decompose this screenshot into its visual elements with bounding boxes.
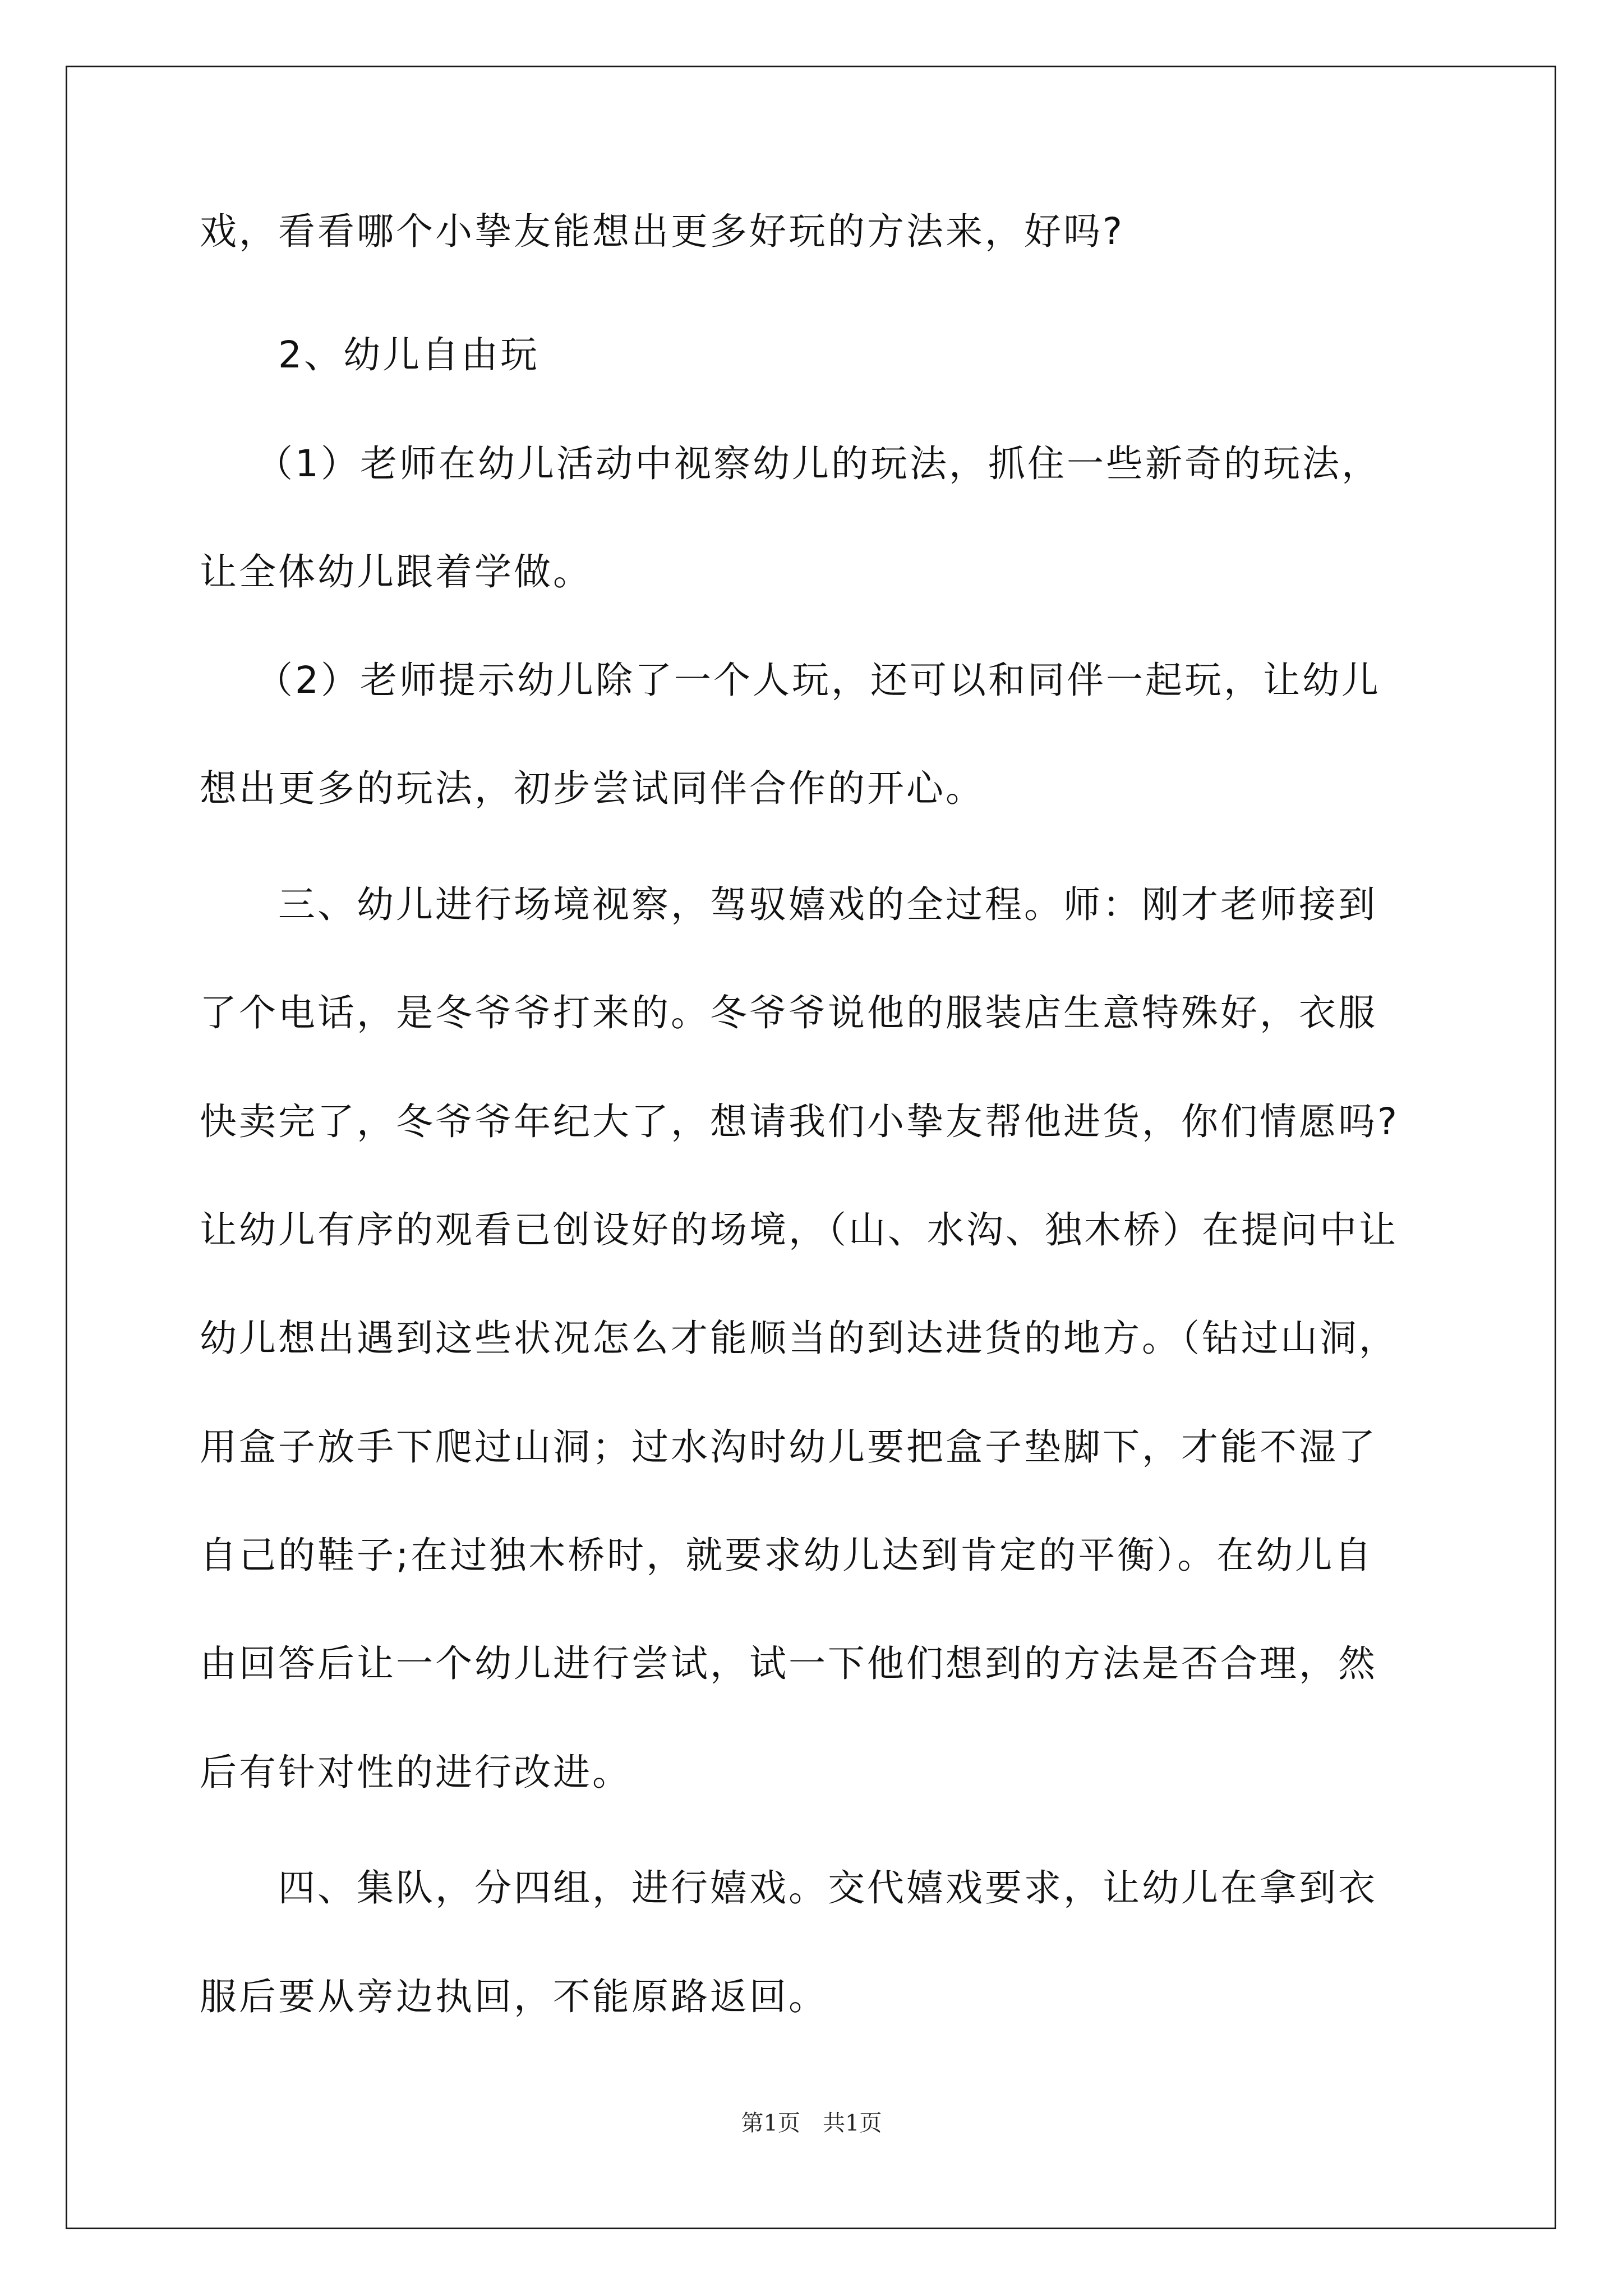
page-number-footer: 第1页 共1页: [741, 2110, 882, 2136]
text-line: 用盒子放手下爬过山洞；过水沟时幼儿要把盒子垫脚下，才能不湿了: [200, 1425, 1377, 1469]
text-line: 幼儿想出遇到这些状况怎么才能顺当的到达进货的地方。（钻过山洞，: [200, 1317, 1398, 1360]
text-line: 服后要从旁边执回，不能原路返回。: [200, 1975, 828, 2018]
text-line: 由回答后让一个幼儿进行尝试，试一下他们想到的方法是否合理，然: [200, 1642, 1377, 1685]
text-line: （2）老师提示幼儿除了一个人玩，还可以和同伴一起玩，让幼儿: [256, 659, 1381, 702]
text-line: （1）老师在幼儿活动中视察幼儿的玩法，抓住一些新奇的玩法，: [256, 442, 1381, 485]
text-line: 自己的鞋子;在过独木桥时，就要求幼儿达到肯定的平衡）。在幼儿自: [200, 1534, 1374, 1577]
text-line: 让幼儿有序的观看已创设好的场境，（山、水沟、独木桥）在提问中让: [200, 1208, 1398, 1251]
text-line: 快卖完了，冬爷爷年纪大了，想请我们小挚友帮他进货，你们情愿吗?: [200, 1100, 1400, 1143]
text-line: 戏，看看哪个小挚友能想出更多好玩的方法来，好吗?: [200, 210, 1125, 253]
text-line: 2、幼儿自由玩: [278, 333, 540, 376]
text-line: 让全体幼儿跟着学做。: [200, 550, 592, 593]
text-line: 后有针对性的进行改进。: [200, 1751, 631, 1794]
text-line: 了个电话，是冬爷爷打来的。冬爷爷说他的服装店生意特殊好，衣服: [200, 991, 1377, 1034]
text-line: 四、集队，分四组，进行嬉戏。交代嬉戏要求，让幼儿在拿到衣: [278, 1866, 1377, 1910]
text-line: 想出更多的玩法，初步尝试同伴合作的开心。: [200, 767, 985, 810]
text-line: 三、幼儿进行场境视察，驾驭嬉戏的全过程。师：刚才老师接到: [278, 883, 1377, 926]
